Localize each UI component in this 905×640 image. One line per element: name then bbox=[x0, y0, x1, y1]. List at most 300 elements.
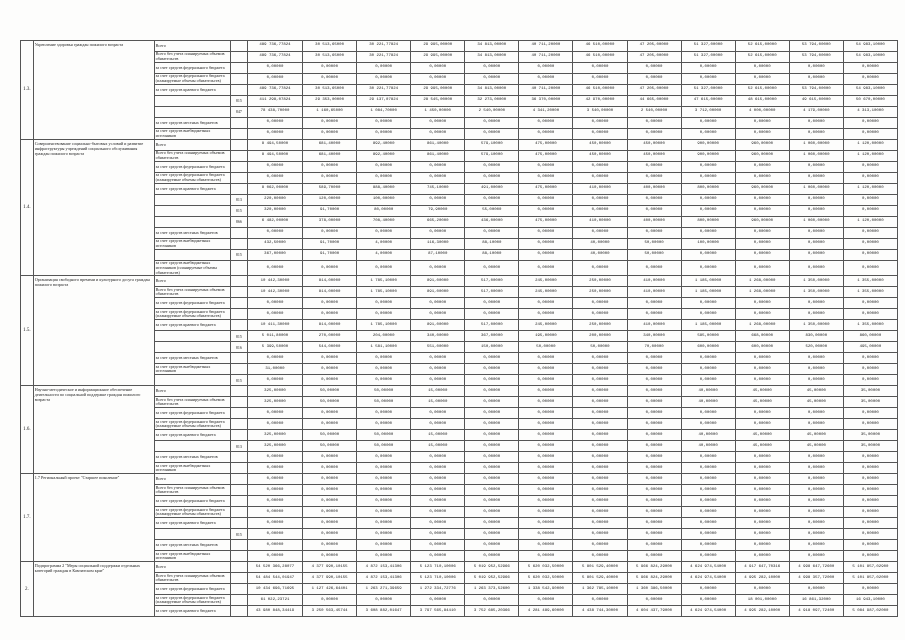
amount-cell: 0,00000 bbox=[411, 353, 465, 364]
amount-cell: 0,00000 bbox=[789, 195, 843, 206]
amount-cell: 0,00000 bbox=[303, 551, 357, 562]
amount-cell: 0,00000 bbox=[735, 408, 789, 419]
amount-cell: 5 801 529,40000 bbox=[573, 573, 627, 584]
table-row bbox=[21, 41, 898, 52]
amount-cell: 47 205,00000 bbox=[627, 85, 681, 96]
amount-cell: 1 160,65000 bbox=[303, 107, 357, 118]
amount-cell: 400,00000 bbox=[627, 184, 681, 195]
amount-cell: 40,00000 bbox=[681, 386, 735, 397]
amount-cell: 51 327,00000 bbox=[681, 85, 735, 96]
amount-cell: 0,00000 bbox=[411, 419, 465, 430]
amount-cell: 10 411,30000 bbox=[247, 320, 302, 331]
amount-cell: 4 000,00000 bbox=[735, 107, 789, 118]
amount-cell: 668,00000 bbox=[735, 331, 789, 342]
amount-cell: 0,00000 bbox=[303, 118, 357, 129]
amount-cell: 325,00000 bbox=[247, 386, 302, 397]
amount-cell: 4,00000 bbox=[357, 239, 411, 250]
amount-cell: 900,00000 bbox=[681, 140, 735, 151]
amount-cell: 54 484 544,01947 bbox=[247, 573, 302, 584]
table-row bbox=[21, 276, 898, 287]
amount-cell: 410,00000 bbox=[627, 276, 681, 287]
amount-cell: 0,00000 bbox=[303, 496, 357, 507]
amount-cell: 0,00000 bbox=[573, 419, 627, 430]
funding-source: за счет средств внебюджетных источников bbox=[154, 364, 230, 375]
amount-cell: 0,00000 bbox=[465, 408, 519, 419]
funding-source: за счет средств внебюджетных источников bbox=[154, 239, 230, 250]
amount-cell: 4 917 647,70316 bbox=[735, 562, 789, 573]
amount-cell: 0,00000 bbox=[357, 129, 411, 140]
amount-cell: 40 711,20000 bbox=[519, 52, 573, 63]
amount-cell: 0,00000 bbox=[843, 298, 897, 309]
funding-source: Всего без учета планируемых объемов обязательств bbox=[154, 151, 230, 162]
amount-cell: 814,00000 bbox=[303, 276, 357, 287]
amount-cell: 0,00000 bbox=[843, 228, 897, 239]
amount-cell: 0,00000 bbox=[573, 408, 627, 419]
amount-cell: 0,00000 bbox=[627, 507, 681, 518]
funding-source: за счет средств федерального бюджета (планируемые объемы обязательств) bbox=[154, 419, 230, 430]
amount-cell: 245,00000 bbox=[519, 320, 573, 331]
budget-code bbox=[230, 562, 247, 573]
amount-cell: 0,00000 bbox=[357, 375, 411, 386]
amount-cell: 0,00000 bbox=[735, 584, 789, 595]
amount-cell: 0,00000 bbox=[303, 375, 357, 386]
amount-cell: 0,00000 bbox=[843, 529, 897, 540]
amount-cell: 5 620 032,50000 bbox=[519, 573, 573, 584]
budget-code bbox=[230, 261, 247, 276]
amount-cell: 1 120,00000 bbox=[843, 184, 897, 195]
amount-cell: 892,40000 bbox=[357, 151, 411, 162]
amount-cell: 0,00000 bbox=[247, 118, 302, 129]
amount-cell: 45,00000 bbox=[789, 441, 843, 452]
funding-source: Всего bbox=[154, 562, 230, 573]
amount-cell: 0,00000 bbox=[573, 162, 627, 173]
amount-cell: 45,00000 bbox=[789, 386, 843, 397]
amount-cell: 45,00000 bbox=[789, 397, 843, 408]
amount-cell: 489 736,77824 bbox=[247, 41, 302, 52]
amount-cell: 31,00000 bbox=[247, 364, 302, 375]
amount-cell: 91,70000 bbox=[303, 206, 357, 217]
amount-cell: 50,00000 bbox=[303, 386, 357, 397]
amount-cell: 960,00000 bbox=[735, 140, 789, 151]
budget-code bbox=[230, 452, 247, 463]
amount-cell: 450,00000 bbox=[627, 151, 681, 162]
amount-cell: 0,00000 bbox=[411, 129, 465, 140]
amount-cell: 0,00000 bbox=[681, 63, 735, 74]
amount-cell: 15,00000 bbox=[411, 430, 465, 441]
amount-cell: 100,00000 bbox=[681, 239, 735, 250]
amount-cell: 0,00000 bbox=[573, 540, 627, 551]
amount-cell: 0,00000 bbox=[357, 173, 411, 184]
amount-cell: 28 545,00000 bbox=[411, 96, 465, 107]
amount-cell: 0,00000 bbox=[627, 540, 681, 551]
amount-cell: 0,00000 bbox=[357, 162, 411, 173]
amount-cell: 0,00000 bbox=[627, 118, 681, 129]
amount-cell: 88,10000 bbox=[465, 250, 519, 261]
amount-cell: 10 442,30000 bbox=[247, 287, 302, 298]
amount-cell: 0,00000 bbox=[789, 419, 843, 430]
funding-source bbox=[154, 529, 230, 540]
amount-cell: 0,00000 bbox=[411, 118, 465, 129]
amount-cell: 0,00000 bbox=[573, 452, 627, 463]
amount-cell: 0,00000 bbox=[247, 529, 302, 540]
amount-cell: 0,00000 bbox=[789, 551, 843, 562]
amount-cell: 0,00000 bbox=[411, 375, 465, 386]
funding-source: Всего bbox=[154, 474, 230, 485]
amount-cell: 0,00000 bbox=[519, 496, 573, 507]
budget-code: 815 bbox=[230, 375, 247, 386]
amount-cell: 0,00000 bbox=[627, 261, 681, 276]
amount-cell: 0,00000 bbox=[681, 518, 735, 529]
amount-cell: 0,00000 bbox=[681, 463, 735, 474]
amount-cell: 0,00000 bbox=[627, 364, 681, 375]
amount-cell: 0,00000 bbox=[519, 485, 573, 496]
amount-cell: 0,00000 bbox=[519, 375, 573, 386]
amount-cell: 0,00000 bbox=[843, 474, 897, 485]
amount-cell: 87,10000 bbox=[411, 250, 465, 261]
amount-cell: 0,00000 bbox=[627, 441, 681, 452]
amount-cell: 0,00000 bbox=[789, 239, 843, 250]
amount-cell: 48 615,00000 bbox=[735, 96, 789, 107]
amount-cell: 0,00000 bbox=[573, 507, 627, 518]
amount-cell: 0,00000 bbox=[465, 518, 519, 529]
amount-cell: 0,00000 bbox=[789, 518, 843, 529]
amount-cell: 88,10000 bbox=[465, 239, 519, 250]
budget-code bbox=[230, 551, 247, 562]
amount-cell: 1 185,00000 bbox=[681, 287, 735, 298]
amount-cell: 0,00000 bbox=[681, 353, 735, 364]
amount-cell: 0,00000 bbox=[843, 239, 897, 250]
budget-code bbox=[230, 151, 247, 162]
amount-cell: 2 540,00000 bbox=[465, 107, 519, 118]
amount-cell: 5 019 952,52966 bbox=[465, 573, 519, 584]
amount-cell: 40,00000 bbox=[573, 250, 627, 261]
amount-cell: 50,00000 bbox=[627, 239, 681, 250]
budget-code bbox=[230, 298, 247, 309]
amount-cell: 0,00000 bbox=[519, 364, 573, 375]
amount-cell: 450,00000 bbox=[573, 151, 627, 162]
budget-code bbox=[230, 386, 247, 397]
amount-cell: 0,00000 bbox=[573, 485, 627, 496]
amount-cell: 0,00000 bbox=[843, 551, 897, 562]
amount-cell: 0,00000 bbox=[247, 298, 302, 309]
budget-code: 813 bbox=[230, 195, 247, 206]
budget-table bbox=[20, 40, 898, 617]
amount-cell: 0,00000 bbox=[681, 364, 735, 375]
budget-code bbox=[230, 276, 247, 287]
amount-cell: 0,00000 bbox=[411, 298, 465, 309]
amount-cell: 0,00000 bbox=[247, 408, 302, 419]
amount-cell: 91,70000 bbox=[303, 239, 357, 250]
budget-code: 815 bbox=[230, 250, 247, 261]
amount-cell: 0,00000 bbox=[357, 595, 411, 606]
amount-cell: 0,00000 bbox=[843, 452, 897, 463]
amount-cell: 325,00000 bbox=[247, 430, 302, 441]
amount-cell: 0,00000 bbox=[303, 463, 357, 474]
amount-cell: 0,00000 bbox=[573, 261, 627, 276]
amount-cell: 30 513,65000 bbox=[303, 41, 357, 52]
amount-cell: 0,00000 bbox=[681, 309, 735, 320]
amount-cell: 0,00000 bbox=[247, 463, 302, 474]
amount-cell: 45,00000 bbox=[735, 386, 789, 397]
amount-cell: 0,00000 bbox=[789, 485, 843, 496]
funding-source: за счет средств краевого бюджета bbox=[154, 606, 230, 617]
amount-cell: 0,00000 bbox=[573, 463, 627, 474]
amount-cell: 0,00000 bbox=[247, 353, 302, 364]
amount-cell: 0,00000 bbox=[357, 496, 411, 507]
amount-cell: 0,00000 bbox=[357, 507, 411, 518]
amount-cell: 0,00000 bbox=[465, 485, 519, 496]
amount-cell: 40,00000 bbox=[573, 239, 627, 250]
amount-cell: 0,00000 bbox=[789, 173, 843, 184]
amount-cell: 0,00000 bbox=[573, 309, 627, 320]
amount-cell: 0,00000 bbox=[627, 206, 681, 217]
funding-source: Всего без учета планируемых объемов обязательств bbox=[154, 287, 230, 298]
amount-cell: 0,00000 bbox=[573, 496, 627, 507]
funding-source: за счет средств федерального бюджета bbox=[154, 298, 230, 309]
amount-cell: 4 313,10000 bbox=[843, 107, 897, 118]
amount-cell: 0,00000 bbox=[681, 74, 735, 85]
amount-cell: 0,00000 bbox=[573, 474, 627, 485]
budget-code bbox=[230, 584, 247, 595]
amount-cell: 4 998 647,72600 bbox=[789, 562, 843, 573]
amount-cell: 0,00000 bbox=[519, 595, 573, 606]
amount-cell: 489 736,77824 bbox=[247, 52, 302, 63]
amount-cell: 0,00000 bbox=[573, 118, 627, 129]
amount-cell: 3 712,00000 bbox=[681, 107, 735, 118]
amount-cell: 47 205,00000 bbox=[627, 52, 681, 63]
funding-source: за счет средств краевого бюджета bbox=[154, 85, 230, 96]
amount-cell: 30 513,65000 bbox=[303, 85, 357, 96]
amount-cell: 0,00000 bbox=[573, 529, 627, 540]
amount-cell: 0,00000 bbox=[681, 419, 735, 430]
amount-cell: 892,40000 bbox=[357, 140, 411, 151]
funding-source: Всего без учета планируемых объемов обязательств bbox=[154, 485, 230, 496]
amount-cell: 1 350,00000 bbox=[789, 276, 843, 287]
funding-source: за счет средств федерального бюджета (планируемые объемы обязательств) bbox=[154, 173, 230, 184]
amount-cell: 0,00000 bbox=[843, 129, 897, 140]
amount-cell: 0,00000 bbox=[411, 195, 465, 206]
amount-cell: 0,00000 bbox=[735, 250, 789, 261]
amount-cell: 0,00000 bbox=[357, 118, 411, 129]
amount-cell: 78 438,70000 bbox=[247, 107, 302, 118]
amount-cell: 0,00000 bbox=[573, 375, 627, 386]
budget-code bbox=[230, 463, 247, 474]
amount-cell: 340,00000 bbox=[411, 331, 465, 342]
amount-cell: 0,00000 bbox=[357, 474, 411, 485]
section-number: 1.4. bbox=[21, 140, 34, 276]
amount-cell: 0,00000 bbox=[303, 364, 357, 375]
budget-code bbox=[230, 85, 247, 96]
amount-cell: 665,20000 bbox=[411, 217, 465, 228]
amount-cell: 30 221,77824 bbox=[357, 52, 411, 63]
amount-cell: 0,00000 bbox=[465, 452, 519, 463]
amount-cell: 35,00000 bbox=[843, 386, 897, 397]
amount-cell: 0,00000 bbox=[411, 529, 465, 540]
amount-cell: 0,00000 bbox=[735, 118, 789, 129]
budget-code bbox=[230, 41, 247, 52]
amount-cell: 411 298,07824 bbox=[247, 96, 302, 107]
amount-cell: 0,00000 bbox=[465, 173, 519, 184]
funding-source: за счет средств местных бюджетов bbox=[154, 228, 230, 239]
amount-cell: 1 268,00000 bbox=[735, 320, 789, 331]
amount-cell: 0,00000 bbox=[627, 463, 681, 474]
amount-cell: 0,00000 bbox=[465, 463, 519, 474]
amount-cell: 5 123 710,10006 bbox=[411, 573, 465, 584]
amount-cell: 1 127 426,64401 bbox=[303, 584, 357, 595]
amount-cell: 0,00000 bbox=[519, 129, 573, 140]
amount-cell: 51 327,00000 bbox=[681, 41, 735, 52]
amount-cell: 0,00000 bbox=[519, 63, 573, 74]
amount-cell: 1 272 334,72776 bbox=[411, 584, 465, 595]
amount-cell: 0,00000 bbox=[735, 474, 789, 485]
amount-cell: 0,00000 bbox=[247, 551, 302, 562]
amount-cell: 0,00000 bbox=[519, 206, 573, 217]
amount-cell: 475,00000 bbox=[519, 151, 573, 162]
table-row bbox=[21, 562, 898, 573]
amount-cell: 0,00000 bbox=[357, 551, 411, 562]
amount-cell: 91,70000 bbox=[303, 250, 357, 261]
amount-cell: 860,00000 bbox=[843, 331, 897, 342]
budget-code: 815 bbox=[230, 529, 247, 540]
amount-cell: 0,00000 bbox=[465, 195, 519, 206]
amount-cell: 40 711,20000 bbox=[519, 85, 573, 96]
amount-cell: 475,00000 bbox=[519, 140, 573, 151]
amount-cell: 891,00000 bbox=[411, 287, 465, 298]
funding-source: за счет средств федерального бюджета (планируемые объемы обязательств) bbox=[154, 595, 230, 606]
budget-code: 866 bbox=[230, 217, 247, 228]
amount-cell: 0,00000 bbox=[681, 129, 735, 140]
amount-cell: 0,00000 bbox=[681, 452, 735, 463]
amount-cell: 0,00000 bbox=[735, 540, 789, 551]
amount-cell: 0,00000 bbox=[519, 419, 573, 430]
amount-cell: 0,00000 bbox=[735, 518, 789, 529]
amount-cell: 40,00000 bbox=[681, 441, 735, 452]
amount-cell: 5 019 952,52966 bbox=[465, 562, 519, 573]
amount-cell: 0,00000 bbox=[247, 452, 302, 463]
amount-cell: 1 360 386,50000 bbox=[627, 584, 681, 595]
amount-cell: 0,00000 bbox=[843, 63, 897, 74]
amount-cell: 410,00000 bbox=[627, 287, 681, 298]
amount-cell: 0,00000 bbox=[681, 162, 735, 173]
amount-cell: 517,00000 bbox=[465, 320, 519, 331]
amount-cell: 4 179,00000 bbox=[789, 107, 843, 118]
amount-cell: 0,00000 bbox=[843, 518, 897, 529]
amount-cell: 0,00000 bbox=[247, 162, 302, 173]
amount-cell: 5 084 987,02000 bbox=[843, 606, 897, 617]
funding-source: за счет средств краевого бюджета bbox=[154, 518, 230, 529]
amount-cell: 79,90000 bbox=[411, 206, 465, 217]
amount-cell: 861,40000 bbox=[411, 140, 465, 151]
amount-cell: 681,40000 bbox=[303, 151, 357, 162]
amount-cell: 600,00000 bbox=[735, 342, 789, 353]
budget-code bbox=[230, 140, 247, 151]
amount-cell: 0,00000 bbox=[681, 261, 735, 276]
amount-cell: 0,00000 bbox=[627, 595, 681, 606]
amount-cell: 960,00000 bbox=[735, 184, 789, 195]
funding-source: за счет средств местных бюджетов bbox=[154, 353, 230, 364]
amount-cell: 3 540,00000 bbox=[573, 107, 627, 118]
amount-cell: 0,00000 bbox=[303, 353, 357, 364]
amount-cell: 1 263 373,52600 bbox=[465, 584, 519, 595]
amount-cell: 53 794,00000 bbox=[789, 41, 843, 52]
amount-cell: 0,00000 bbox=[843, 540, 897, 551]
budget-code bbox=[230, 129, 247, 140]
amount-cell: 0,00000 bbox=[681, 584, 735, 595]
amount-cell: 0,00000 bbox=[411, 540, 465, 551]
amount-cell: 0,00000 bbox=[465, 364, 519, 375]
program-name: 1.7 Региональный проект "Старшее поколение" bbox=[33, 474, 154, 562]
amount-cell: 0,00000 bbox=[519, 452, 573, 463]
amount-cell: 5 966 824,29000 bbox=[627, 573, 681, 584]
amount-cell: 0,00000 bbox=[303, 408, 357, 419]
amount-cell: 54 983,10000 bbox=[843, 41, 897, 52]
amount-cell: 250,00000 bbox=[573, 287, 627, 298]
amount-cell: 3 608 882,01647 bbox=[357, 606, 411, 617]
amount-cell: 50,00000 bbox=[627, 250, 681, 261]
amount-cell: 0,00000 bbox=[681, 485, 735, 496]
amount-cell: 0,00000 bbox=[519, 386, 573, 397]
amount-cell: 0,00000 bbox=[411, 496, 465, 507]
amount-cell: 52 615,00000 bbox=[735, 52, 789, 63]
amount-cell: 0,00000 bbox=[627, 162, 681, 173]
amount-cell: 4 281 489,60000 bbox=[519, 606, 573, 617]
amount-cell: 1 785,10000 bbox=[357, 320, 411, 331]
amount-cell: 54 520 366,28077 bbox=[247, 562, 302, 573]
amount-cell: 0,00000 bbox=[573, 129, 627, 140]
amount-cell: 0,00000 bbox=[519, 507, 573, 518]
budget-code bbox=[230, 162, 247, 173]
amount-cell: 0,00000 bbox=[357, 463, 411, 474]
amount-cell: 0,00000 bbox=[735, 375, 789, 386]
amount-cell: 5 011,80000 bbox=[247, 331, 302, 342]
amount-cell: 0,00000 bbox=[627, 518, 681, 529]
amount-cell: 5 801 529,40000 bbox=[573, 562, 627, 573]
amount-cell: 0,00000 bbox=[627, 496, 681, 507]
amount-cell: 0,00000 bbox=[411, 74, 465, 85]
amount-cell: 0,00000 bbox=[303, 228, 357, 239]
amount-cell: 0,00000 bbox=[357, 518, 411, 529]
amount-cell: 4 604 437,79000 bbox=[627, 606, 681, 617]
budget-code bbox=[230, 118, 247, 129]
amount-cell: 1 362 785,10000 bbox=[573, 584, 627, 595]
budget-code: 815 bbox=[230, 331, 247, 342]
amount-cell: 0,00000 bbox=[411, 474, 465, 485]
amount-cell: 29 995,00000 bbox=[411, 41, 465, 52]
amount-cell: 0,00000 bbox=[789, 298, 843, 309]
amount-cell: 0,00000 bbox=[681, 195, 735, 206]
amount-cell: 0,00000 bbox=[357, 74, 411, 85]
amount-cell: 4 341,20000 bbox=[519, 107, 573, 118]
budget-code: 815 bbox=[230, 206, 247, 217]
amount-cell: 16 943,10000 bbox=[843, 595, 897, 606]
funding-source: за счет средств краевого бюджета bbox=[154, 320, 230, 331]
amount-cell: 0,00000 bbox=[357, 364, 411, 375]
budget-code: 847 bbox=[230, 107, 247, 118]
amount-cell: 220,00000 bbox=[247, 195, 302, 206]
amount-cell: 0,00000 bbox=[735, 551, 789, 562]
funding-source: за счет средств федерального бюджета bbox=[154, 408, 230, 419]
amount-cell: 0,00000 bbox=[735, 239, 789, 250]
amount-cell: 0,00000 bbox=[789, 408, 843, 419]
amount-cell: 0,00000 bbox=[681, 298, 735, 309]
amount-cell: 53 794,00000 bbox=[789, 85, 843, 96]
amount-cell: 5 123 710,10006 bbox=[411, 562, 465, 573]
amount-cell: 0,00000 bbox=[357, 309, 411, 320]
amount-cell: 0,00000 bbox=[303, 540, 357, 551]
amount-cell: 320,00000 bbox=[247, 206, 302, 217]
amount-cell: 0,00000 bbox=[519, 408, 573, 419]
amount-cell: 250,00000 bbox=[573, 276, 627, 287]
